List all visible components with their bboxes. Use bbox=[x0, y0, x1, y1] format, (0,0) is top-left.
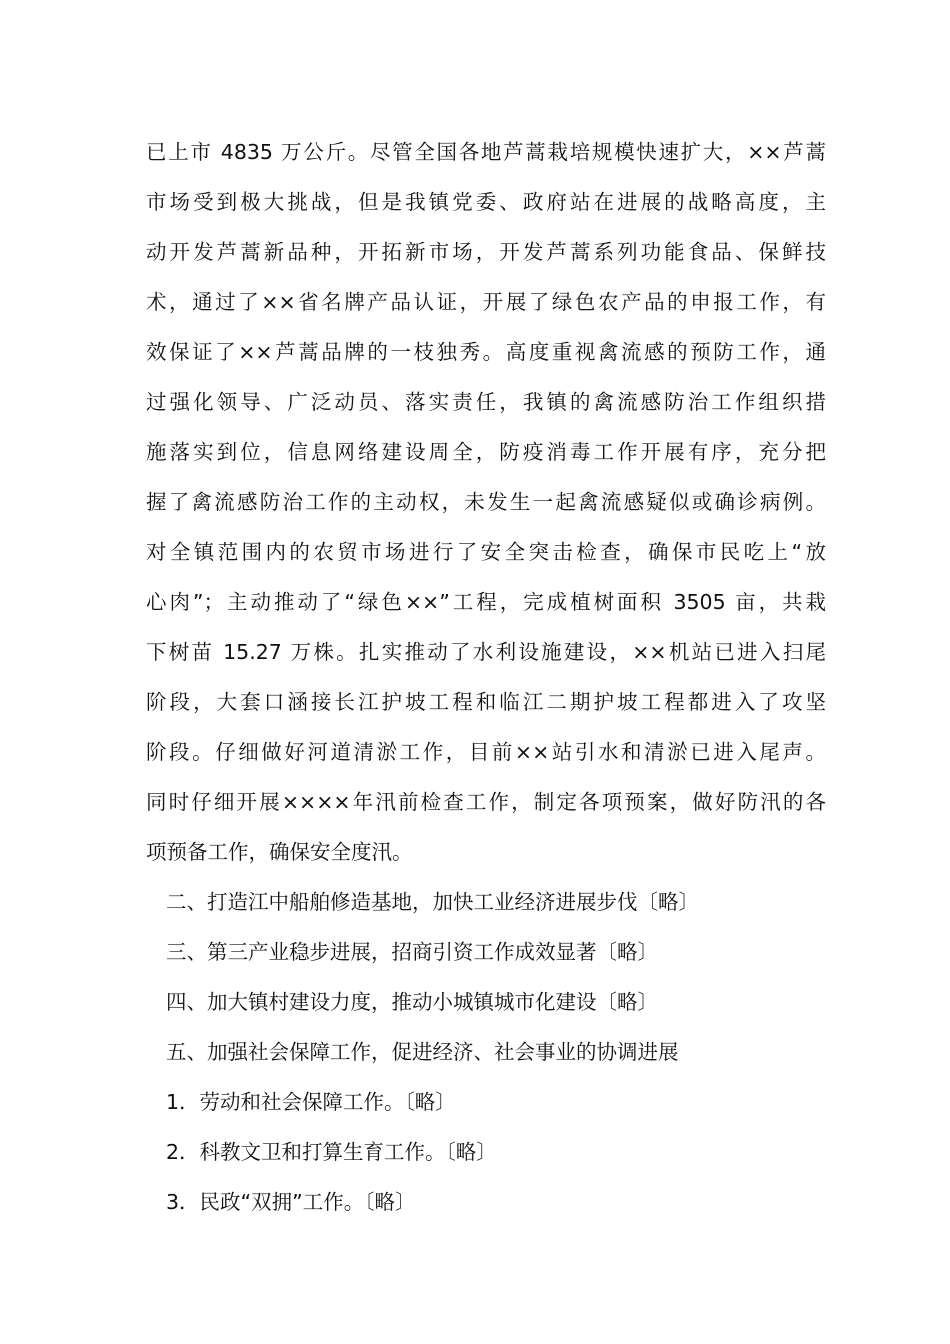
paragraph-line: 市场受到极大挑战，但是我镇党委、政府站在进展的战略高度，主 bbox=[146, 190, 826, 214]
body-paragraph bbox=[146, 127, 826, 877]
sub-item-1: 1．劳动和社会保障工作。〔略〕 bbox=[166, 1090, 456, 1114]
paragraph-line: 下树苗 15.27 万株。扎实推动了水利设施建设，××机站已进入扫尾 bbox=[146, 640, 826, 664]
section-heading-4: 四、加大镇村建设力度，推动小城镇城市化建设〔略〕 bbox=[166, 990, 658, 1014]
paragraph-line: 对全镇范围内的农贸市场进行了安全突击检查，确保市民吃上“放 bbox=[146, 540, 826, 564]
section-headings bbox=[146, 877, 826, 1227]
paragraph-line: 项预备工作，确保安全度汛。 bbox=[146, 840, 413, 864]
paragraph-line: 已上市 4835 万公斤。尽管全国各地芦蒿栽培规模快速扩大，××芦蒿 bbox=[146, 140, 826, 164]
paragraph-line: 过强化领导、广泛动员、落实责任，我镇的禽流感防治工作组织措 bbox=[146, 390, 826, 414]
paragraph-line: 术，通过了××省名牌产品认证，开展了绿色农产品的申报工作，有 bbox=[146, 290, 826, 314]
paragraph-line: 效保证了××芦蒿品牌的一枝独秀。高度重视禽流感的预防工作，通 bbox=[146, 340, 826, 364]
paragraph-line: 握了禽流感防治工作的主动权，未发生一起禽流感疑似或确诊病例。 bbox=[146, 490, 826, 514]
document-body bbox=[146, 127, 826, 1227]
section-heading-5: 五、加强社会保障工作，促进经济、社会事业的协调进展 bbox=[166, 1040, 679, 1064]
paragraph-line: 心肉”；主动推动了“绿色××”工程，完成植树面积 3505 亩，共栽 bbox=[146, 590, 826, 614]
sub-item-2: 2．科教文卫和打算生育工作。〔略〕 bbox=[166, 1140, 497, 1164]
paragraph-line: 阶段，大套口涵接长江护坡工程和临江二期护坡工程都进入了攻坚 bbox=[146, 690, 826, 714]
section-heading-3: 三、第三产业稳步进展，招商引资工作成效显著〔略〕 bbox=[166, 940, 658, 964]
section-heading-2: 二、打造江中船舶修造基地，加快工业经济进展步伐〔略〕 bbox=[166, 890, 699, 914]
paragraph-line: 阶段。仔细做好河道清淤工作，目前××站引水和清淤已进入尾声。 bbox=[146, 740, 826, 764]
paragraph-line: 施落实到位，信息网络建设周全，防疫消毒工作开展有序，充分把 bbox=[146, 440, 826, 464]
paragraph-line: 动开发芦蒿新品种，开拓新市场，开发芦蒿系列功能食品、保鲜技 bbox=[146, 240, 826, 264]
paragraph-line: 同时仔细开展××××年汛前检查工作，制定各项预案，做好防汛的各 bbox=[146, 790, 826, 814]
sub-item-3: 3．民政“双拥”工作。〔略〕 bbox=[166, 1190, 416, 1214]
